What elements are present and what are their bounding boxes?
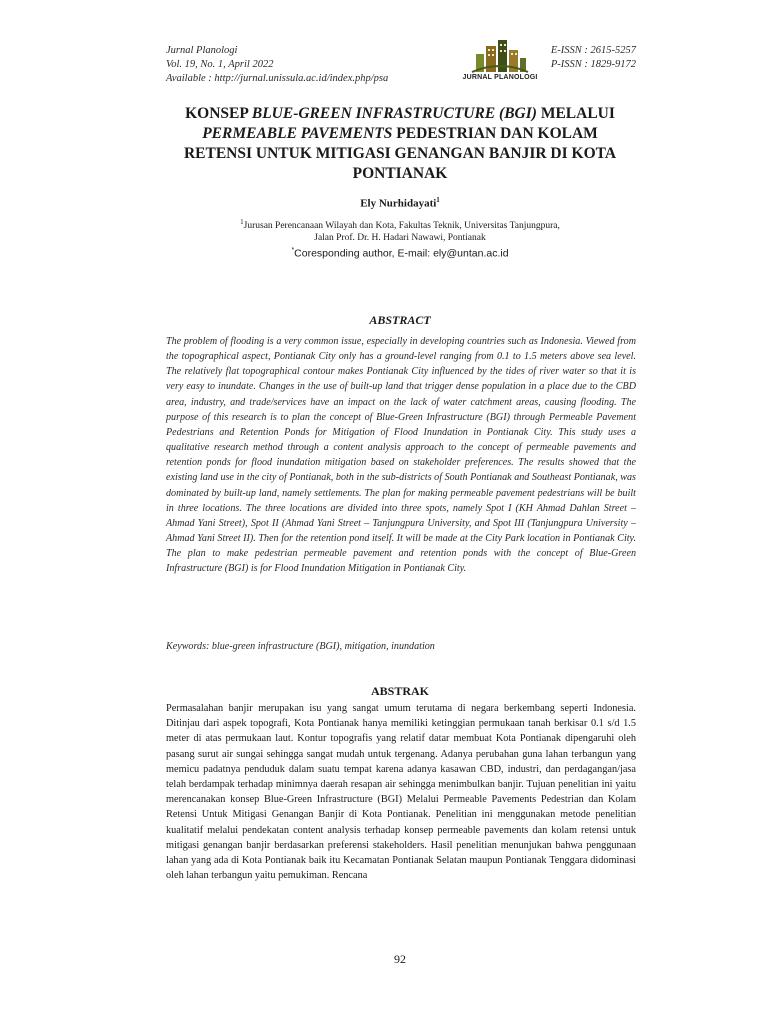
corresponding-author <box>0 247 768 260</box>
eissn: E-ISSN : 2615-5257 <box>550 45 636 56</box>
title-part: KONSEP <box>185 105 252 122</box>
abstrak-body: Permasalahan banjir merupakan isu yang sangat umum terutama di negara berkembang seperti Indonesia. Ditinjau dari aspek topografi, Kota Pontianak hanya memiliki ketinggian permukaan tanah berkisar 0.1 s/d 1.5 meter di atas permukaan laut. Kontur topografis yang relatif datar membuat Kota Pontianak dipengaruhi oleh pasang surut air sungai sehingga sangat mudah untuk tergenang. Adanya perubahan guna lahan terbangun yang memicu padatnya penduduk dalam suatu tempat karena adanya kasawan CBD, industri, dan perdagangan/jasa telah berdampak terhadap minimnya daerah resapan air sehingga menimbulkan banjir. Tujuan penelitian ini yaitu merencanakan konsep Blue-Green Infrastructure (BGI) Melalui Permeable Pavements Pedestrian dan Kolam Retensi Untuk Mitigasi Genangan Banjir di Kota Pontianak. Penelitian ini menggunakan metode penelitian kualitatif melalui pendekatan content analysis terhadap konsep permeable pavements dan kolam retensi untuk mitigasi genangan banjir berdasarkan preferensi stakeholders. Hasil penelitian menunjukan bahwa penggunaan lahan yang ada di Kota Pontianak baik itu Kecamatan Pontianak Selatan maupun Pontianak Tenggara didominasi oleh lahan terbangun yaitu pemukiman. Rencana <box>166 703 636 882</box>
title-part: PEDESTRIAN DAN KOLAM <box>392 125 598 142</box>
buildings-logo-icon <box>470 38 530 76</box>
corr-sup: * <box>291 247 295 254</box>
affiliation-line-2: Jalan Prof. Dr. H. Hadari Nawawi, Pontianak <box>314 233 486 243</box>
author-sup: 1 <box>436 196 440 204</box>
journal-info <box>166 44 388 86</box>
journal-url: Available : http://jurnal.unissula.ac.id/index.php/psa <box>166 73 389 84</box>
journal-header <box>166 44 636 90</box>
author <box>0 196 768 210</box>
journal-volume: Vol. 19, No. 1, April 2022 <box>166 59 274 70</box>
corr-text: Coresponding author, E-mail: ely@untan.ac.id <box>294 247 509 260</box>
affiliation-sup: 1 <box>240 218 244 226</box>
keywords: Keywords: blue-green infrastructure (BGI), mitigation, inundation <box>166 641 435 652</box>
abstract-heading: ABSTRACT <box>369 313 431 327</box>
author-name: Ely Nurhidayati <box>360 197 437 210</box>
affiliation-text: Jurusan Perencanaan Wilayah dan Kota, Fakultas Teknik, Universitas Tanjungpura, <box>243 221 560 232</box>
title-line: PONTIANAK <box>352 165 448 182</box>
abstrak-heading: ABSTRAK <box>370 684 429 698</box>
journal-name: Jurnal Planologi <box>166 45 238 56</box>
issn-info <box>551 44 636 72</box>
paper-title <box>150 104 650 184</box>
journal-logo <box>460 38 540 86</box>
abstract-body: The problem of flooding is a very common issue, especially in developing countries such as Indonesia. Viewed from the topographical aspect, Pontianak City only has a ground-level ranging from 0.1 to 1.5 meters above sea level. The relatively flat topographical contour makes Pontianak City influenced by the tides of river water so that it is very easy to inundate. Changes in the use of built-up land that trigger dense population in a place due to the CBD area, industry, and trade/services have an impact on the lack of water catchment areas, causing flooding. The purpose of this research is to plan the concept of Blue-Green Infrastructure (BGI) through Permeable Pavement Pedestrians and Retention Ponds for Mitigation of Flood Inundation in Pontianak City. This study uses a qualitative research method through a content analysis approach to the concept of permeable pavements and retention ponds for flood inundation mitigation based on stakeholder preferences. The results showed that the existing land use in the city of Pontianak, both in the sub-districts of South Pontianak and Southeast Pontianak, was dominated by built-up land, namely settlements. The plan for making permeable pavement pedestrians will be built in three locations. The three locations are divided into three spots, namely Spot I (KH Ahmad Dahlan Street – Ahmad Yani Street), Spot II (Ahmad Yani Street – Tanjungpura University, and Spot III (Tanjungpura University – Ahmad Yani Street II). Then for the retention pond itself. It will be made at the City Park location in Pontianak City. The plan to make pedestrian permeable pavement and retention ponds with the concept of Blue-Green Infrastructure (BGI) is for Flood Inundation Mitigation in Pontianak City. <box>166 336 636 575</box>
title-part: MELALUI <box>536 105 615 122</box>
affiliation-line-1 <box>0 216 768 233</box>
pissn: P-ISSN : 1829-9172 <box>550 59 636 70</box>
title-part-italic: PERMEABLE PAVEMENTS <box>202 125 393 142</box>
logo-text: JURNAL PLANOLOGI <box>462 74 538 81</box>
page-number: 92 <box>394 952 406 966</box>
title-part-italic: BLUE-GREEN INFRASTRUCTURE (BGI) <box>251 105 537 122</box>
title-line: RETENSI UNTUK MITIGASI GENANGAN BANJIR DI KOTA <box>183 145 617 162</box>
